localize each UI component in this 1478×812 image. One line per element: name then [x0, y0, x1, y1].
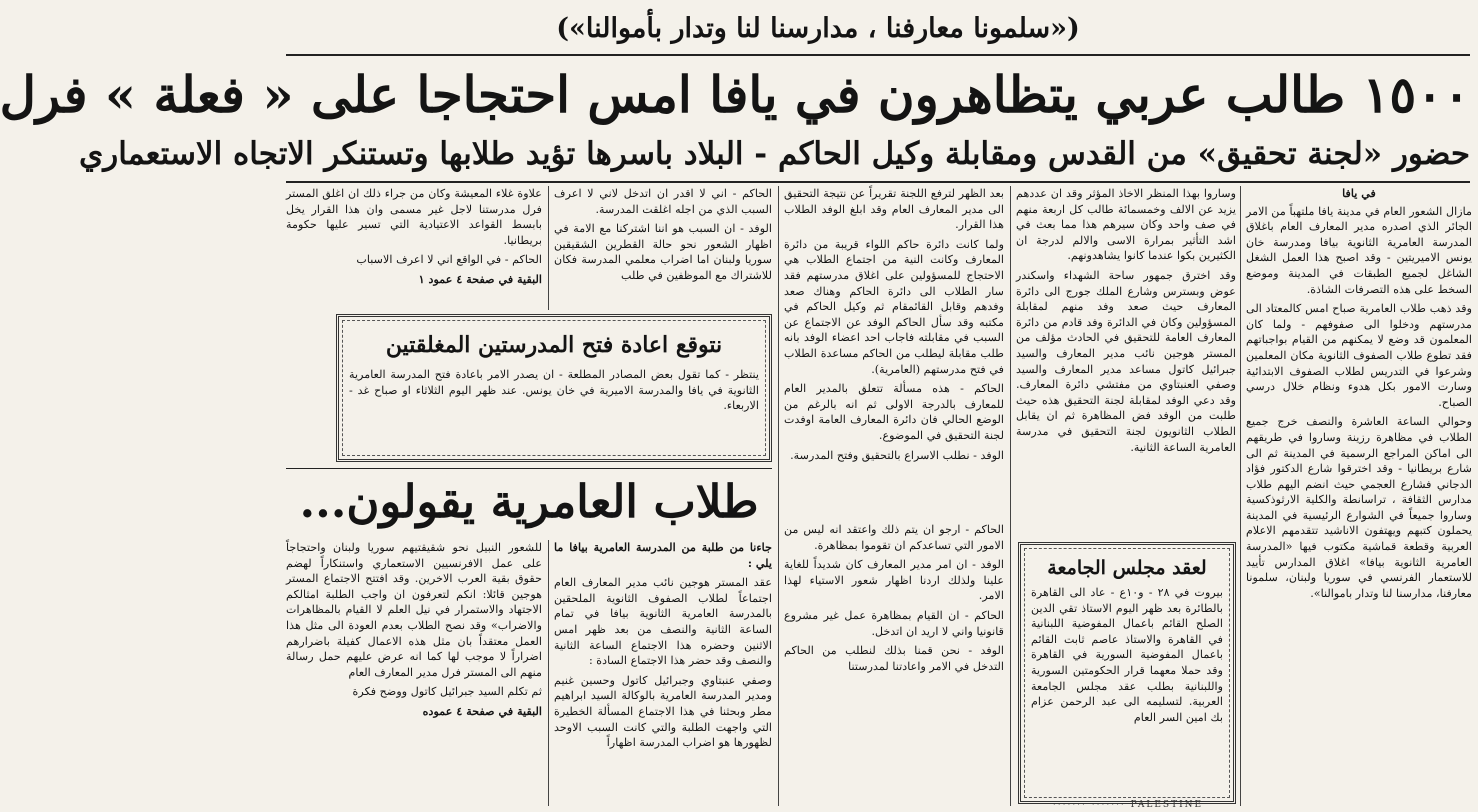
dateline: في يافا — [1342, 186, 1376, 200]
paragraph: جاءنا من طلبة من المدرسة العامرية بيافا ما يلي : — [554, 540, 772, 570]
paragraph: الحاكم - هذه مسألة تتعلق بالمدير العام للمعارف بالدرجة الاولى ثم انه بالرغم من الوضع الحالي فان دائرة المعارف العامة اوفدت لجنة التحقيق في الموضوع. — [784, 382, 1004, 442]
paragraph: الوفد - نحن قمنا بذلك لنطلب من الحاكم التدخل في الامر واعادتنا لمدرستنا — [784, 644, 1004, 673]
paragraph: بعد الظهر لترفع اللجنة تقريراً عن نتيجة التحقيق الى مدير المعارف العام وقد ابلغ الوفد الطلاب هذا القرار. — [784, 187, 1004, 232]
paragraph: الحاكم - ان القيام بمظاهرة عمل غير مشروع قانونيا واني لا اريد ان اتدخل. — [784, 608, 1004, 638]
paragraph: الوفد - ان امر مدير المعارف كان شديداً للغاية علينا ولذلك اردنا اظهار شعور الاستياء لهذا الامر. — [784, 558, 1004, 603]
headline-rule — [286, 181, 1470, 183]
paragraph: ثم تكلم السيد جبرائيل كاتول ووضح فكرة — [352, 685, 542, 699]
notice-text: بيروت في ٢٨ - و١٠ع - عاد الى القاهرة بالطائرة بعد ظهر اليوم الاستاذ تقي الدين الصلح القائم باعمال المفوضية اللبنانية في القاهرة والاستاذ عاصم ثابت القائم باعمال المفوضية السورية في القاهرة وقد حملا معهما قرار الحكومتين السورية واللبنانية بطلب عقد مجلس الجامعة العربية. لتسليمه الى عبد الرحمن عزام بك امين السر العام — [1031, 586, 1224, 724]
column-rule — [1240, 186, 1241, 806]
kicker-rule — [286, 54, 1470, 56]
paragraph: الحاكم - ارجو ان يتم ذلك واعتقد انه ليس من الامور التي تساعدكم ان تقوموا بمظاهرة. — [784, 523, 1004, 552]
notice-text: ينتظر - كما تقول بعض المصادر المطلعة - ان يصدر الامر باعادة فتح المدرسة العامرية الثانوية في يافا والمدرسة الاميرية في خان يونس. عند ظهر اليوم الثلاثاء او صباح غد - الاربعاء. — [349, 368, 759, 413]
column-rule — [548, 540, 549, 806]
paragraph: علاوة غلاء المعيشة وكان من جراء ذلك ان اغلق المستر فرل مدرستنا لاجل غير مسمى وان هذا القرار يخل بابسط القواعد الاعتيادية التي تسير عليها حكومة بريطانيا. — [286, 187, 542, 247]
column-rule — [548, 186, 549, 310]
paragraph: الحاكم - في الواقع اني لا اعرف الاسباب — [356, 253, 542, 267]
notice-title: نتوقع اعادة فتح المدرستين المغلقتين — [385, 332, 723, 358]
article-column-2 — [1016, 186, 1236, 538]
next-article-strip: PALESTINE ······· ······· — [1052, 800, 1204, 810]
kicker-slogan: («سلمونا معارفنا ، مدارسنا لنا وتدار بأموالنا») — [556, 13, 1080, 44]
main-headline: ١٥٠٠ طالب عربي يتظاهرون في يافا امس احتجاجا على « فعلة » فرل — [0, 65, 1470, 124]
statement-column-b — [286, 540, 542, 806]
article-column-3-cont — [784, 522, 1004, 806]
paragraph: للشعور النبيل نحو شقيقتيهم سوريا ولبنان واحتجاجاً على عمل الافرنسيين الاستعماري واستنكاراً لهضم حقوق بقية العرب الاخرين. وقد افتتح الاجتماع المستر هوجين قائلا: انكم لتعرفون ان واجب الطلبة امثالكم الاجتهاد والاستمرار في نيل العلم لا القيام بالمظاهرات والاضراب» وقد نصح الطلاب بعدم العودة الى مثل هذا العمل معتقداً بان مثل هذه الاعمال كفيلة باضرارهم اضراراً لا موجب لها كما انه عرض عليهم حمل رسالة منهم الى المستر فرل مدير المعارف العام — [286, 541, 542, 679]
paragraph: وصفي عنبتاوي وجبرائيل كاتول وحسين غنيم ومدير المدرسة العامرية بالوكالة السيد ابراهيم مطر وبحثنا في هذا الاجتماع المسألة الخطيرة التي واجهت الطلبة والتي كانت السبب الاوحد لظهورها هو اضراب المدرسة اظهاراً — [554, 673, 772, 750]
paragraph: مازال الشعور العام في مدينة يافا ملتهباً من الامر الجائر الذي اصدره مدير المعارف العام باغلاق المدرسة العامرية الثانوية بيافا ومدرسة خان يونس الاميريتين - وقد اصبح هذا العمل الشغل الشاغل لجميع الطبقات في المدينة وموضع السخط على هذه التصرفات الشاذة. — [1246, 204, 1472, 296]
column-rule — [778, 186, 779, 806]
paragraph: عقد المستر هوجين نائب مدير المعارف العام اجتماعاً لطلاب الصفوف الثانوية الملحقين بالمدرسة العامرية الثانوية بيافا في تمام الساعة الثانية والنصف من بعد ظهر امس الاثنين وحضره هذا الاجتماع الساعة الثانية والنصف وقد حضر هذا الاجتماع السادة : — [554, 576, 772, 668]
notice-box-reopening — [336, 314, 772, 462]
paragraph: الوفد - ان السبب هو اننا اشتركنا مع الامة في اظهار الشعور نحو حالة القطرين الشقيقين سوريا ولبنان اما اضراب معلمي المدرسة فكان للاشتراك مع الموظفين في طلب — [554, 222, 772, 282]
sub-headline: حضور «لجنة تحقيق» من القدس ومقابلة وكيل الحاكم - البلاد باسرها تؤيد طلابها وتستنكر الاتجاه الاستعماري — [79, 136, 1470, 172]
paragraph: الحاكم - اني لا اقدر ان اتدخل لاني لا اعرف السبب الذي من اجله اغلقت المدرسة. — [554, 187, 772, 216]
article-column-4 — [554, 186, 772, 310]
statement-column-a — [554, 540, 772, 806]
paragraph: وقد ذهب طلاب العامرية صباح امس كالمعتاد الى مدرستهم ودخلوا الى صفوفهم - ولما كان المعلمون قد وضع لا يمكنهم من القيام بواجباتهم فقد تطوع طلاب الصفوف الثانوية مكان المعلمين وشرعوا في التدريس لطلاب الصفوف الابتدائية وسارت الامور بكل هدوء ونظام خلال درسي الصباح. — [1246, 302, 1472, 409]
paragraph: وقد اخترق جمهور ساحة الشهداء واسكندر عوض وبسترس وشارع الملك جورج الى دائرة المعارف حيث صعد وفد منهم لمقابلة المسؤولين وكان في الدائرة وفد قادم من دائرة المعارف العامة للتحقيق في الحادث مؤلف من المستر هوجين نائب مدير المعارف والسيد جبرائيل كاتول مساعد مدير المعارف والسيد وصفي العنبتاوي من مفتشي دائرة المعارف. وقد دعي الوفد لمقابلة لجنة التحقيق هذه حيث طلبت من الوفد فض المظاهرة ثم ان يقابل الطلاب الثانويون لجنة التحقيق في مدرسة العامرية الساعة الثانية. — [1016, 268, 1236, 454]
paragraph: وساروا بهذا المنظر الاخاذ المؤثر وقد ان عددهم يزيد عن الالف وخمسمائة طالب كل اربعة منهم في صف واحد وكان سيرهم هذا مما بعث في اشد التأثير بمرارة الاسى والالم لدرجة ان الكثيرين بكوا عندما كانوا يشاهدونهم. — [1016, 187, 1236, 263]
column-rule — [1010, 186, 1011, 806]
continued-note: البقية في صفحة ٤ عموده — [422, 703, 542, 718]
notice-box-arab-league — [1018, 542, 1236, 804]
section-rule — [286, 468, 772, 469]
notice-title: لعقد مجلس الجامعة — [1047, 557, 1207, 579]
article-column-3 — [784, 186, 1004, 518]
paragraph: وحوالي الساعة العاشرة والنصف خرج جميع الطلاب في مظاهرة رزينة وساروا في طريقهم الى اماكن المراجع الرسمية في المدينة ثم الى شارع بريطانيا - وقد اخترقوا شارع الدكتور فؤاد الدجاني فشارع العجمي حيث انضم اليهم طلاب مدارس الثقافة ، تراسانطة والكلية الارثوذكسية وساروا جميعاً في الشوارع الرئيسية في المدينة يحملون كتبهم ويهتفون الاناشيد تتقدمهم الاعلام العربية وقطعة قماشية مكتوب فيها «المدرسة العامرية الثانوية بيافا» اغلاق المدارس تأييد للاستعمار الفرنسي في سوريا ولبنان، سلمونا معارفنا، مدارسنا لنا وتدار باموالنا». — [1246, 415, 1472, 600]
paragraph: ولما كانت دائرة حاكم اللواء قريبة من دائرة المعارف وكانت النية من اجتماع الطلاب هي الاحتجاج للمسؤولين على اغلاق مدرستهم فقد سار الطلاب الى دائرة الحاكم وهناك صعد وفدهم وقابل القائمقام ثم وكيل الحاكم في مكتبه وقد سأل الحاكم الوفد عن الاجتماع عن السبب في مقابلته فاجاب احد اعضاء الوفد بانه طلب مقابلة ليطلب من الحاكم مساعدة الطلاب في فتح مدرستهم (العامرية). — [784, 237, 1004, 376]
section-heading: طلاب العامرية يقولون... — [299, 475, 759, 528]
article-column-1 — [1246, 186, 1472, 806]
continued-note: البقية في صفحة ٤ عمود ١ — [418, 271, 542, 286]
paragraph: الوفد - نطلب الاسراع بالتحقيق وفتح المدرسة. — [790, 448, 1004, 462]
article-column-5 — [286, 186, 542, 310]
